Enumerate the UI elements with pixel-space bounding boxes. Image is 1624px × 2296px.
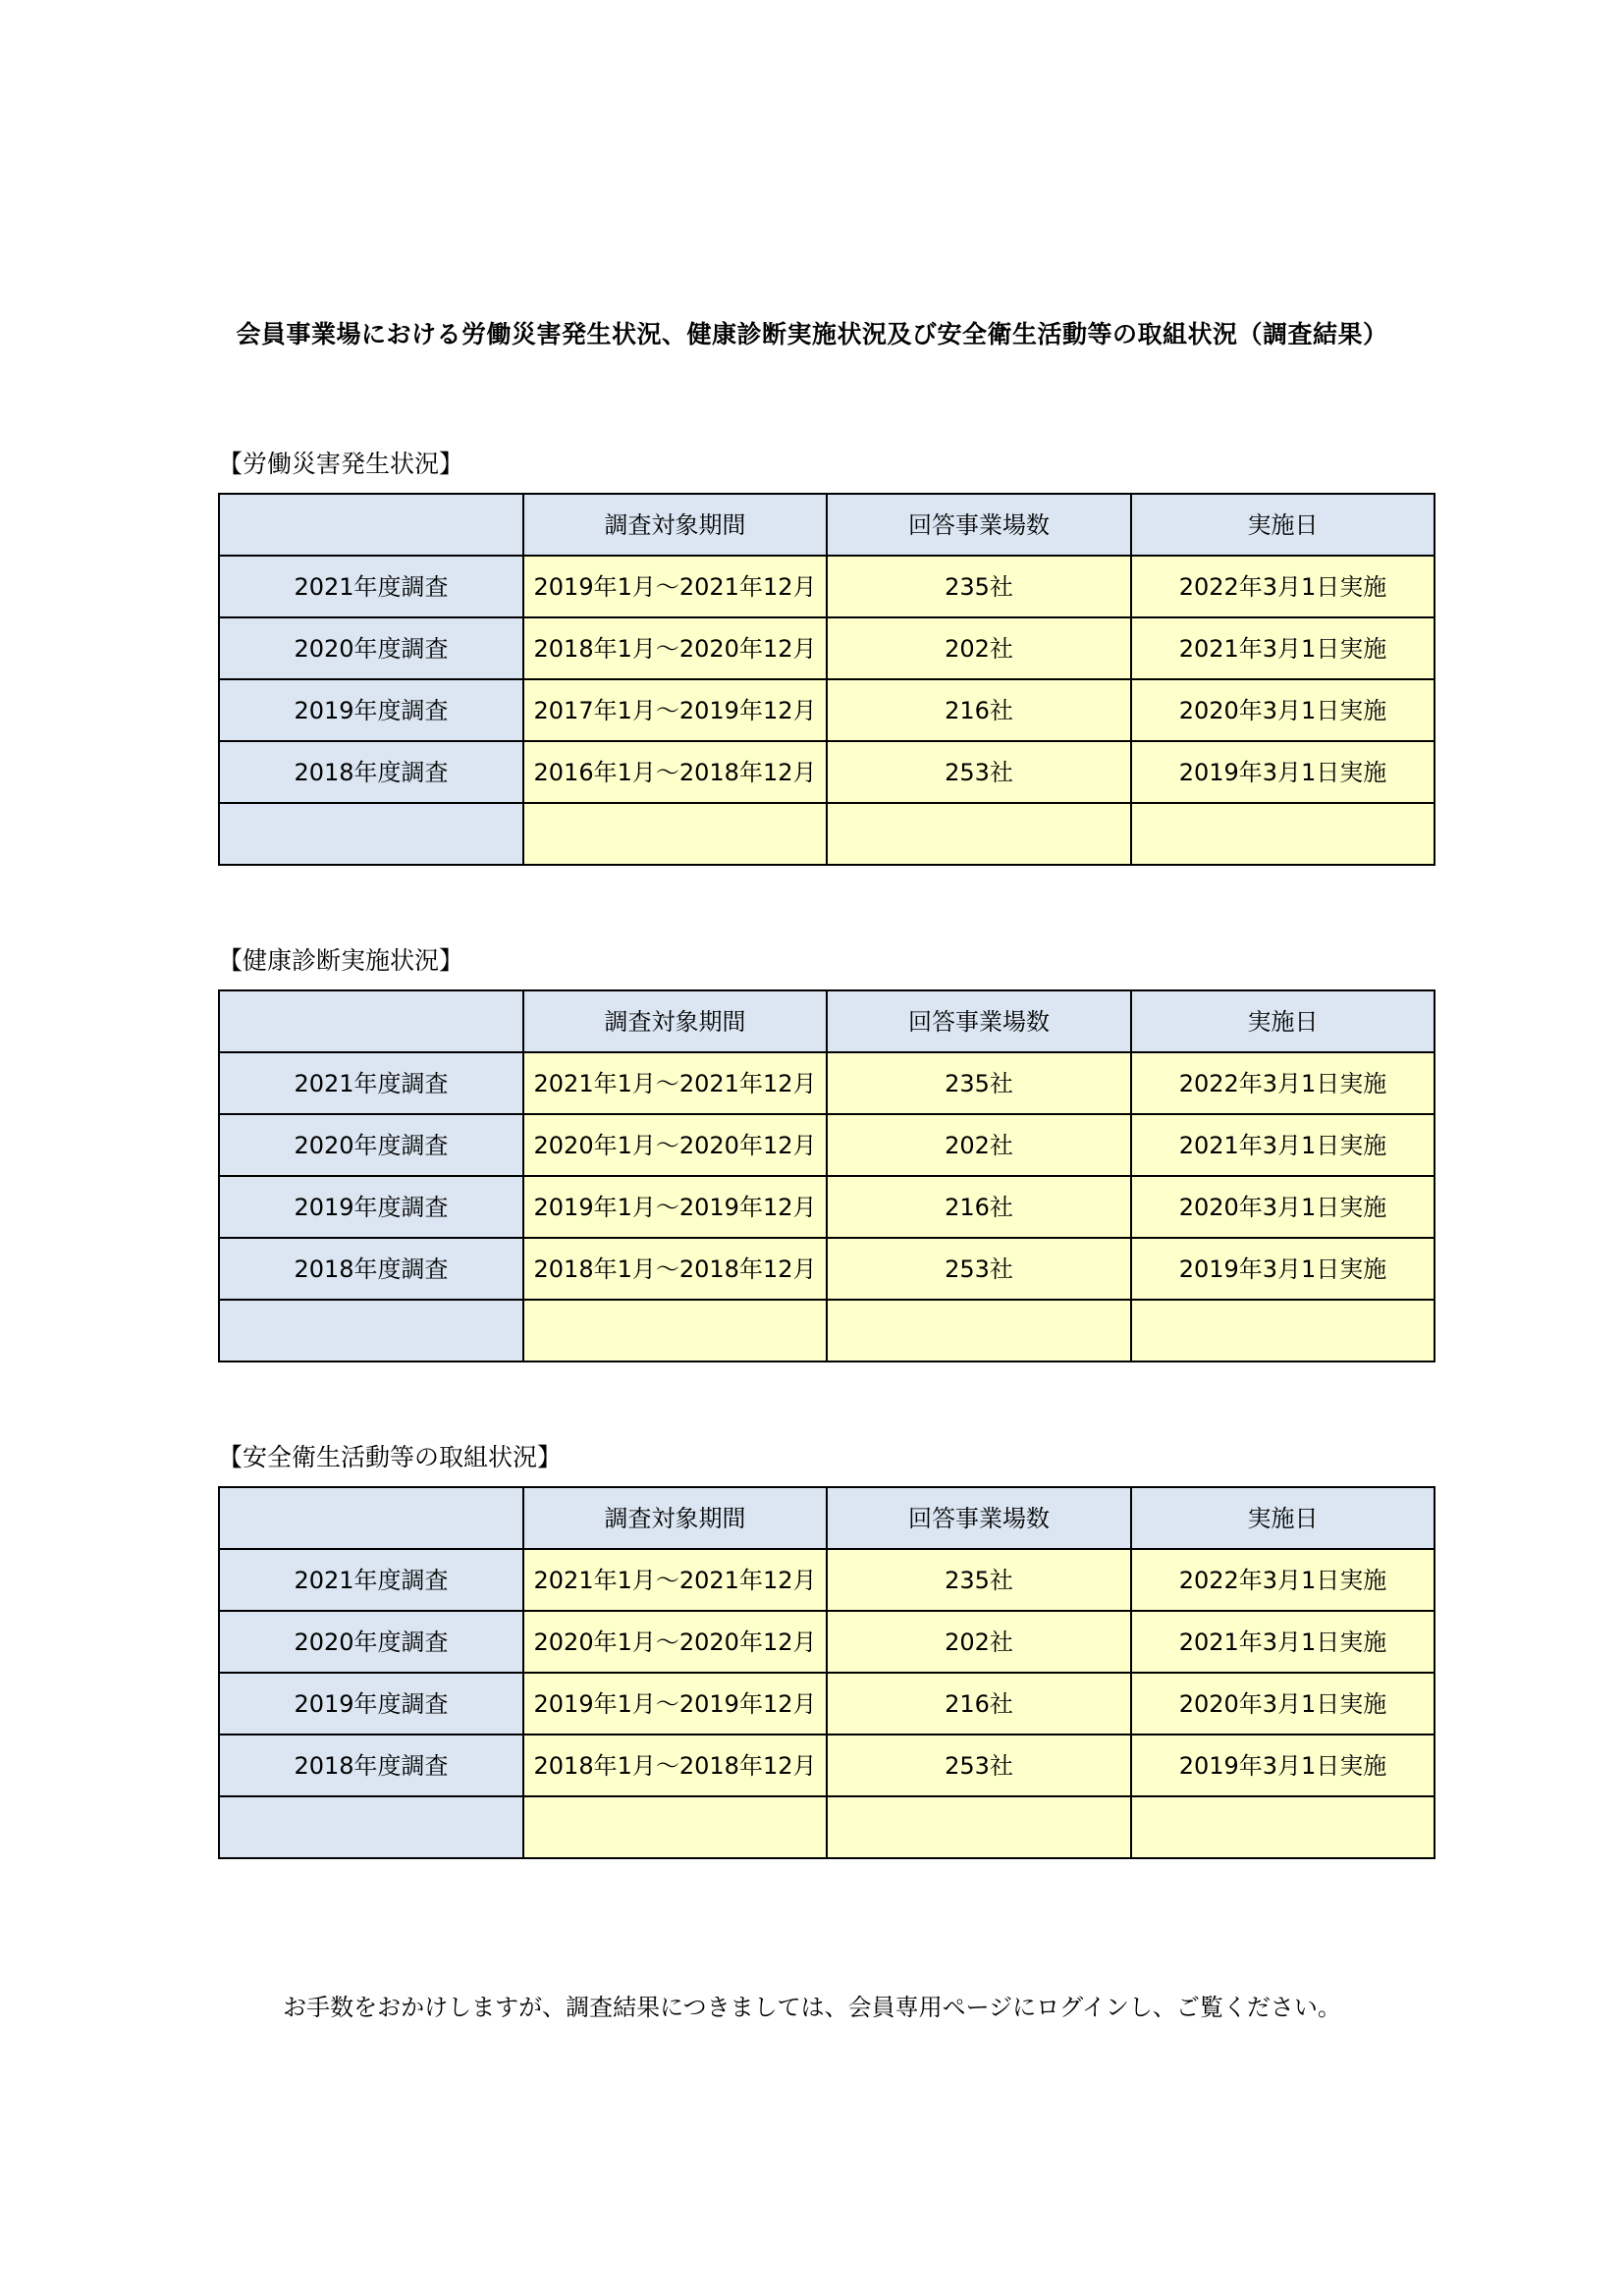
survey-table	[218, 1486, 1435, 1859]
count-cell: 253社	[827, 1238, 1131, 1300]
count-cell: 235社	[827, 556, 1131, 617]
table-row	[219, 1114, 1435, 1176]
table-row	[219, 556, 1435, 617]
document-title: 会員事業場における労働災害発生状況、健康診断実施状況及び安全衛生活動等の取組状況（調査結果）	[236, 320, 1388, 348]
period-cell	[523, 1796, 827, 1858]
period-cell: 2019年1月～2019年12月	[523, 1673, 827, 1735]
table-row-empty	[219, 1300, 1435, 1362]
header-cell-blank	[219, 1487, 523, 1549]
header-cell-period: 調査対象期間	[523, 990, 827, 1052]
table-row-empty	[219, 803, 1435, 865]
date-cell: 2019年3月1日実施	[1131, 1735, 1435, 1796]
period-cell: 2021年1月～2021年12月	[523, 1052, 827, 1114]
table-row	[219, 1176, 1435, 1238]
header-cell-count: 回答事業場数	[827, 494, 1131, 556]
row-label: 2020年度調査	[219, 617, 523, 679]
count-cell	[827, 1300, 1131, 1362]
period-cell: 2019年1月～2019年12月	[523, 1176, 827, 1238]
header-cell-period: 調査対象期間	[523, 494, 827, 556]
count-cell: 216社	[827, 1176, 1131, 1238]
section-heading: 【労働災害発生状況】	[218, 450, 464, 478]
table-row	[219, 1238, 1435, 1300]
period-cell	[523, 803, 827, 865]
row-label: 2019年度調査	[219, 1176, 523, 1238]
table-row	[219, 617, 1435, 679]
date-cell: 2022年3月1日実施	[1131, 1052, 1435, 1114]
row-label: 2021年度調査	[219, 1549, 523, 1611]
header-cell-date: 実施日	[1131, 494, 1435, 556]
survey-table	[218, 989, 1435, 1362]
section-heading: 【健康診断実施状況】	[218, 946, 464, 975]
table-row	[219, 1611, 1435, 1673]
count-cell: 216社	[827, 679, 1131, 741]
count-cell: 253社	[827, 741, 1131, 803]
header-cell-blank	[219, 990, 523, 1052]
period-cell: 2016年1月～2018年12月	[523, 741, 827, 803]
table-row	[219, 1673, 1435, 1735]
count-cell: 253社	[827, 1735, 1131, 1796]
table-row	[219, 1735, 1435, 1796]
row-label	[219, 803, 523, 865]
count-cell: 202社	[827, 1114, 1131, 1176]
table-row	[219, 679, 1435, 741]
header-cell-date: 実施日	[1131, 990, 1435, 1052]
date-cell	[1131, 803, 1435, 865]
period-cell: 2021年1月～2021年12月	[523, 1549, 827, 1611]
row-label: 2019年度調査	[219, 1673, 523, 1735]
header-cell-count: 回答事業場数	[827, 1487, 1131, 1549]
count-cell: 216社	[827, 1673, 1131, 1735]
row-label: 2020年度調査	[219, 1611, 523, 1673]
row-label: 2018年度調査	[219, 741, 523, 803]
date-cell: 2021年3月1日実施	[1131, 1611, 1435, 1673]
table-row-empty	[219, 1796, 1435, 1858]
date-cell: 2021年3月1日実施	[1131, 1114, 1435, 1176]
date-cell: 2019年3月1日実施	[1131, 1238, 1435, 1300]
period-cell: 2017年1月～2019年12月	[523, 679, 827, 741]
row-label: 2018年度調査	[219, 1735, 523, 1796]
table-header-row	[219, 494, 1435, 556]
row-label	[219, 1796, 523, 1858]
table-row	[219, 741, 1435, 803]
row-label: 2021年度調査	[219, 556, 523, 617]
date-cell	[1131, 1796, 1435, 1858]
date-cell: 2020年3月1日実施	[1131, 1673, 1435, 1735]
date-cell: 2020年3月1日実施	[1131, 679, 1435, 741]
row-label: 2021年度調査	[219, 1052, 523, 1114]
count-cell: 202社	[827, 1611, 1131, 1673]
count-cell: 235社	[827, 1549, 1131, 1611]
date-cell: 2022年3月1日実施	[1131, 556, 1435, 617]
survey-table	[218, 493, 1435, 866]
header-cell-blank	[219, 494, 523, 556]
date-cell: 2022年3月1日実施	[1131, 1549, 1435, 1611]
row-label	[219, 1300, 523, 1362]
period-cell: 2019年1月～2021年12月	[523, 556, 827, 617]
row-label: 2020年度調査	[219, 1114, 523, 1176]
count-cell	[827, 803, 1131, 865]
row-label: 2018年度調査	[219, 1238, 523, 1300]
period-cell: 2018年1月～2020年12月	[523, 617, 827, 679]
table-header-row	[219, 990, 1435, 1052]
table-row	[219, 1052, 1435, 1114]
date-cell	[1131, 1300, 1435, 1362]
count-cell: 202社	[827, 617, 1131, 679]
date-cell: 2019年3月1日実施	[1131, 741, 1435, 803]
header-cell-count: 回答事業場数	[827, 990, 1131, 1052]
period-cell: 2018年1月～2018年12月	[523, 1735, 827, 1796]
table-header-row	[219, 1487, 1435, 1549]
count-cell: 235社	[827, 1052, 1131, 1114]
period-cell: 2018年1月～2018年12月	[523, 1238, 827, 1300]
header-cell-period: 調査対象期間	[523, 1487, 827, 1549]
period-cell	[523, 1300, 827, 1362]
count-cell	[827, 1796, 1131, 1858]
table-row	[219, 1549, 1435, 1611]
period-cell: 2020年1月～2020年12月	[523, 1114, 827, 1176]
period-cell: 2020年1月～2020年12月	[523, 1611, 827, 1673]
date-cell: 2021年3月1日実施	[1131, 617, 1435, 679]
footer-note: お手数をおかけしますが、調査結果につきましては、会員専用ページにログインし、ご覧ください。	[283, 1994, 1341, 2021]
header-cell-date: 実施日	[1131, 1487, 1435, 1549]
date-cell: 2020年3月1日実施	[1131, 1176, 1435, 1238]
section-heading: 【安全衛生活動等の取組状況】	[218, 1443, 563, 1471]
row-label: 2019年度調査	[219, 679, 523, 741]
